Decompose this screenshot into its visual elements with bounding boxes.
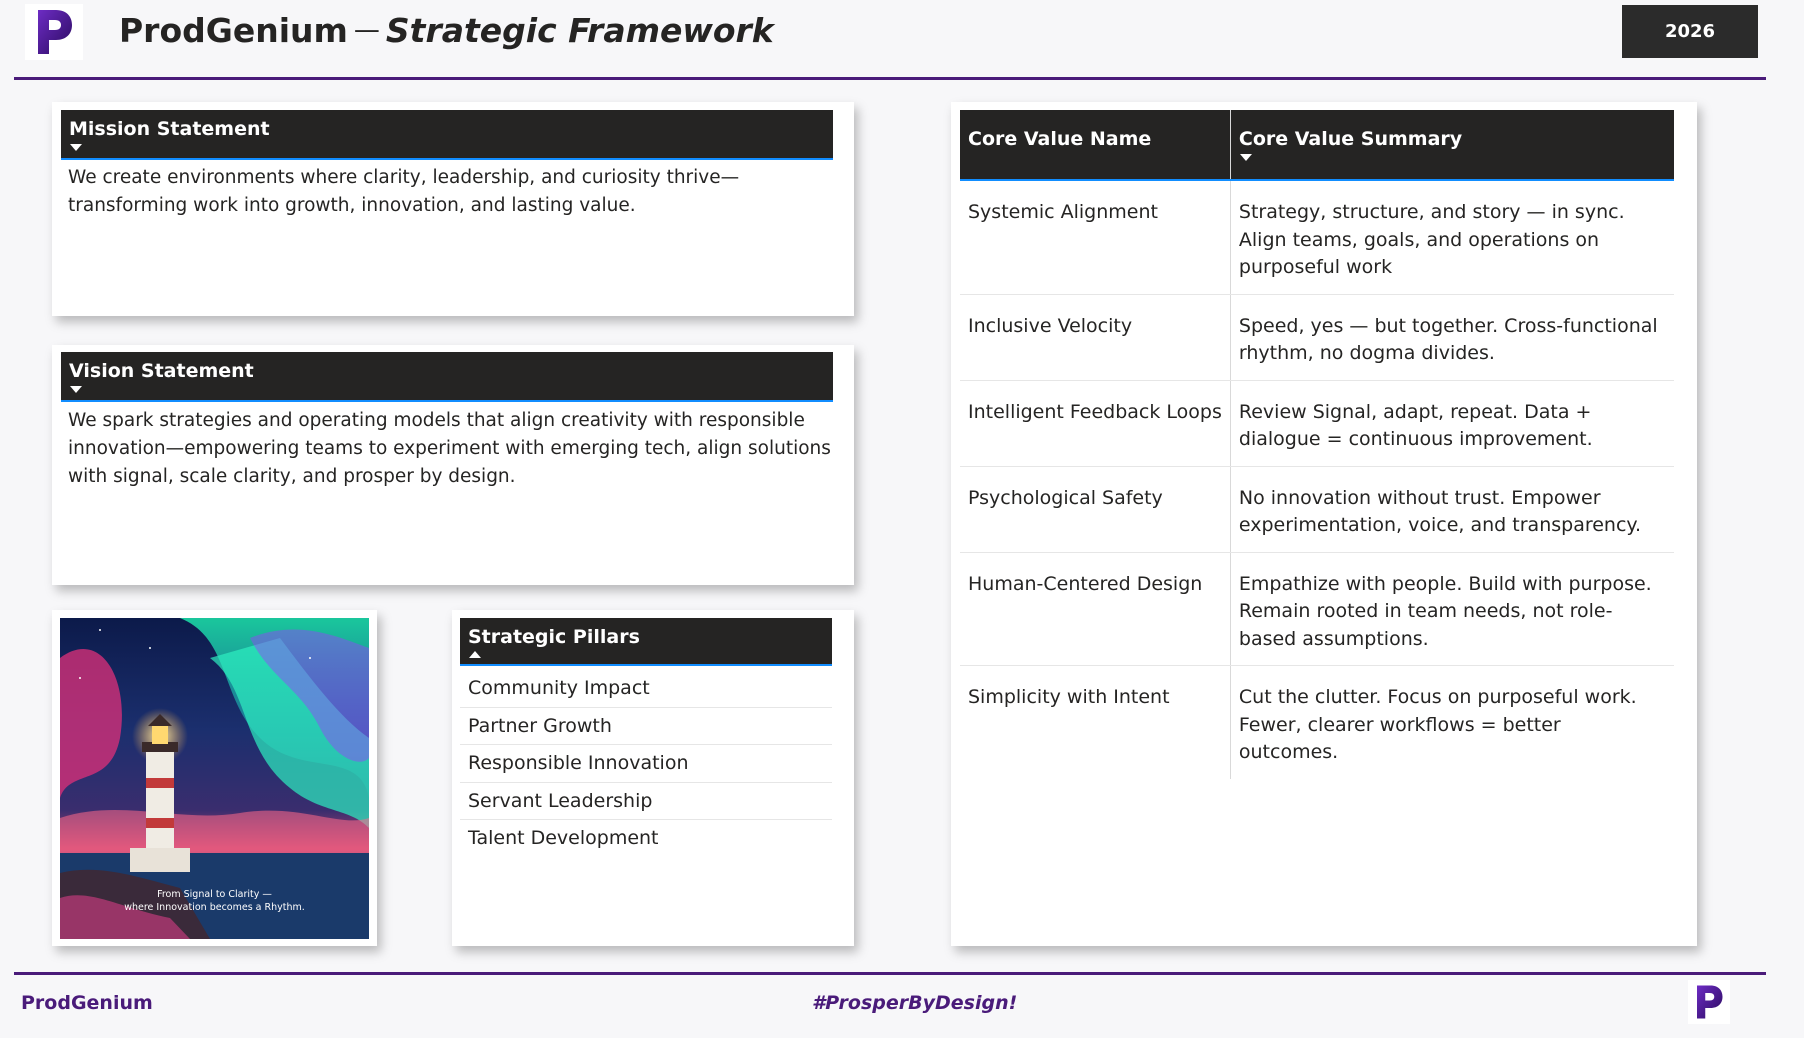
core-value-name: Human-Centered Design [960, 552, 1230, 666]
prodgenium-p-logo-icon [34, 8, 74, 56]
table-row[interactable] [960, 294, 1674, 380]
list-item[interactable]: Talent Development [468, 827, 659, 849]
title-separator: — [353, 15, 380, 45]
image-caption-line2: where Innovation becomes a Rhythm. [124, 902, 305, 913]
core-values-card [951, 102, 1697, 946]
strategic-pillars-card [452, 610, 854, 946]
list-item[interactable]: Responsible Innovation [460, 745, 832, 783]
footer-logo [1688, 980, 1730, 1024]
column-header-summary-label: Core Value Summary [1238, 128, 1463, 150]
column-header-name[interactable] [960, 110, 1230, 180]
list-item[interactable]: Servant Leadership [460, 783, 832, 821]
core-value-name: Systemic Alignment [960, 180, 1230, 294]
mission-text: We create environments where clarity, leadership, and curiosity thrive—transforming work into growth, innovation, and lasting value. [68, 167, 740, 216]
footer-brand: ProdGenium [21, 992, 153, 1014]
core-value-summary: No innovation without trust. Empower experimentation, voice, and transparency. [1230, 466, 1674, 552]
core-value-summary: Cut the clutter. Focus on purposeful work. Fewer, clearer workflows = better outcomes. [1238, 686, 1637, 763]
core-value-summary: Speed, yes — but together. Cross-functional rhythm, no dogma divides. [1230, 294, 1674, 380]
vision-card [52, 345, 854, 585]
image-caption-line1: From Signal to Clarity — [157, 889, 272, 900]
table-row[interactable] [960, 466, 1674, 552]
pillars-list [460, 670, 832, 858]
mission-header[interactable] [61, 110, 833, 160]
mission-card [52, 102, 854, 316]
core-value-name: Simplicity with Intent [960, 666, 1230, 779]
caret-down-icon[interactable] [70, 144, 82, 151]
list-item[interactable]: Community Impact [460, 670, 832, 708]
core-value-name: Psychological Safety [960, 466, 1230, 552]
table-row[interactable] [960, 180, 1674, 294]
vision-title: Vision Statement [69, 360, 254, 382]
table-header-row [960, 110, 1674, 180]
column-header-name-label: Core Value Name [968, 128, 1152, 150]
core-value-name: Intelligent Feedback Loops [960, 380, 1230, 466]
year-badge[interactable]: 2026 [1622, 5, 1758, 58]
page-subtitle: Strategic Framework [385, 10, 774, 50]
table-row[interactable] [960, 552, 1674, 666]
caret-up-icon[interactable] [469, 651, 481, 658]
core-value-summary: Review Signal, adapt, repeat. Data + dialogue = continuous improvement. [1230, 380, 1674, 466]
app-name: ProdGenium [119, 10, 348, 50]
caret-down-icon[interactable] [70, 386, 82, 393]
vision-header[interactable] [61, 352, 833, 402]
footer-hashtag: #ProsperByDesign! [812, 992, 1018, 1014]
column-header-summary[interactable] [1230, 110, 1674, 180]
prodgenium-logo [25, 4, 83, 60]
table-row[interactable] [960, 666, 1674, 779]
core-value-summary: Strategy, structure, and story — in sync. Align teams, goals, and operations on purposeful work [1230, 180, 1674, 294]
core-values-table [960, 110, 1674, 779]
sort-caret-down-icon[interactable] [1240, 154, 1252, 161]
table-row[interactable] [960, 380, 1674, 466]
list-item[interactable]: Partner Growth [460, 708, 832, 746]
pillars-header[interactable] [460, 618, 832, 666]
core-value-summary: Empathize with people. Build with purpose. Remain rooted in team needs, not role-based assumptions. [1230, 552, 1674, 666]
lighthouse-aurora-image [60, 618, 369, 939]
image-card [52, 610, 377, 946]
mission-title: Mission Statement [69, 118, 270, 140]
core-value-name: Inclusive Velocity [960, 294, 1230, 380]
vision-text: We spark strategies and operating models that align creativity with responsible innovation—empowering teams to experiment with emerging tech, align solutions with signal, scale clarity, and prosper by design. [68, 410, 831, 487]
prodgenium-p-logo-icon [1694, 984, 1724, 1020]
page-title [119, 8, 774, 52]
footer-divider [14, 972, 1766, 975]
pillars-title: Strategic Pillars [468, 626, 640, 648]
header-divider [14, 77, 1766, 80]
